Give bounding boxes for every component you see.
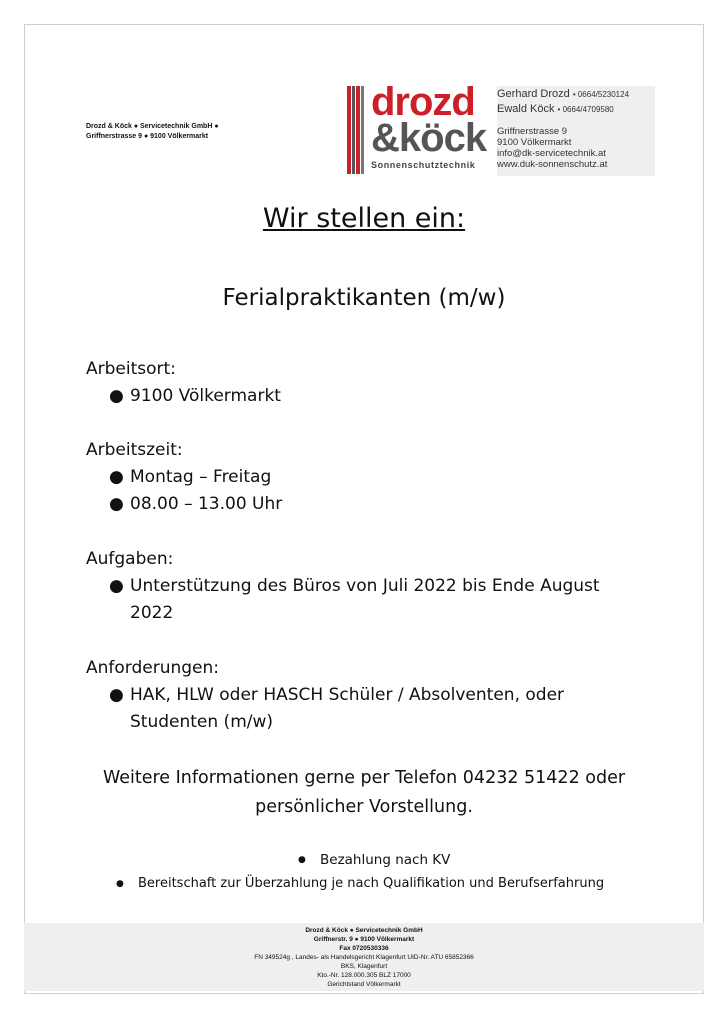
logo-stripes-icon	[347, 86, 365, 174]
list-item-text: Bereitschaft zur Überzahlung je nach Qualifikation und Berufserfahrung	[138, 876, 605, 891]
footer-fax: Fax 0720530336	[339, 945, 389, 952]
info-line-1: Weitere Informationen gerne per Telefon 04232 51422 oder	[102, 768, 626, 788]
contact-person-1-name: Gerhard Drozd	[497, 88, 570, 100]
contact-person-1-phone: • 0664/5230124	[572, 90, 630, 99]
contact-web: www.duk-sonnenschutz.at	[497, 159, 608, 170]
bullet-icon: ●	[298, 855, 306, 865]
list-item	[86, 573, 646, 627]
footer-address: Griffnerstr. 9 ● 9100 Völkermarkt	[313, 936, 415, 943]
section-heading: Arbeitsort:	[86, 359, 176, 379]
page-title: Wir stellen ein:	[262, 203, 466, 234]
logo-tagline: Sonnenschutztechnik	[371, 160, 476, 170]
list-item-text: Bezahlung nach KV	[320, 852, 451, 868]
bullet-icon: ●	[109, 386, 124, 406]
bullet-icon: ●	[109, 576, 124, 596]
sender-line-street: Griffnerstrasse 9 ● 9100 Völkermarkt	[86, 133, 209, 140]
contact-block	[497, 86, 655, 176]
bullet-icon: ●	[116, 879, 124, 889]
sender-line-company: Drozd & Köck ● Servicetechnik GmbH ●	[86, 123, 219, 130]
bullet-icon: ●	[109, 685, 124, 705]
list-item-text: 9100 Völkermarkt	[130, 386, 281, 406]
footer-register: FN 349524g , Landes- als Handelsgericht Klagenfurt UID-Nr. ATU 65852366	[254, 954, 474, 961]
contact-street: Griffnerstrasse 9	[497, 126, 568, 137]
list-item	[86, 383, 281, 410]
list-item-text: 08.00 – 13.00 Uhr	[130, 494, 283, 514]
list-item-text: HAK, HLW oder HASCH Schüler / Absolventen, oder Studenten (m/w)	[130, 685, 565, 732]
contact-person-2	[497, 102, 655, 117]
contact-email: info@dk-servicetechnik.at	[497, 148, 606, 159]
logo-word-koeck: &köck	[371, 116, 487, 160]
list-item	[0, 872, 728, 896]
job-title: Ferialpraktikanten (m/w)	[222, 285, 506, 311]
contact-city: 9100 Völkermarkt	[497, 137, 572, 148]
contact-person-2-phone: • 0664/4709580	[557, 105, 614, 114]
footer-bank: BKS, Klagenfurt	[340, 963, 388, 970]
list-item-text: Montag – Freitag	[130, 467, 272, 487]
footer	[24, 923, 704, 991]
sender-address	[86, 122, 219, 142]
section-anforderungen	[86, 655, 606, 736]
contact-person-2-name: Ewald Köck	[497, 103, 555, 115]
section-heading: Aufgaben:	[86, 549, 174, 569]
section-aufgaben	[86, 546, 646, 627]
contact-info-text	[0, 764, 728, 822]
footer-company: Drozd & Köck ● Servicetechnik GmbH	[305, 927, 423, 934]
section-arbeitszeit	[86, 437, 282, 518]
company-logo	[347, 80, 492, 176]
bullet-icon: ●	[109, 494, 124, 514]
logo-word-drozd: drozd	[371, 80, 475, 124]
list-item	[86, 682, 606, 736]
section-heading: Anforderungen:	[86, 658, 220, 678]
list-item	[0, 848, 728, 872]
list-item	[86, 491, 282, 518]
contact-person-1	[497, 87, 655, 102]
info-line-2: persönlicher Vorstellung.	[255, 797, 473, 817]
list-item	[86, 464, 282, 491]
footer-court: Gerichtstand Völkermarkt	[327, 981, 401, 988]
benefits-list	[0, 848, 728, 896]
bullet-icon: ●	[109, 467, 124, 487]
list-item-text: Unterstützung des Büros von Juli 2022 bis Ende August 2022	[130, 576, 600, 623]
section-arbeitsort	[86, 356, 281, 410]
footer-account: Kto.-Nr. 128.000.305 BLZ 17000	[317, 972, 411, 979]
section-heading: Arbeitszeit:	[86, 440, 183, 460]
